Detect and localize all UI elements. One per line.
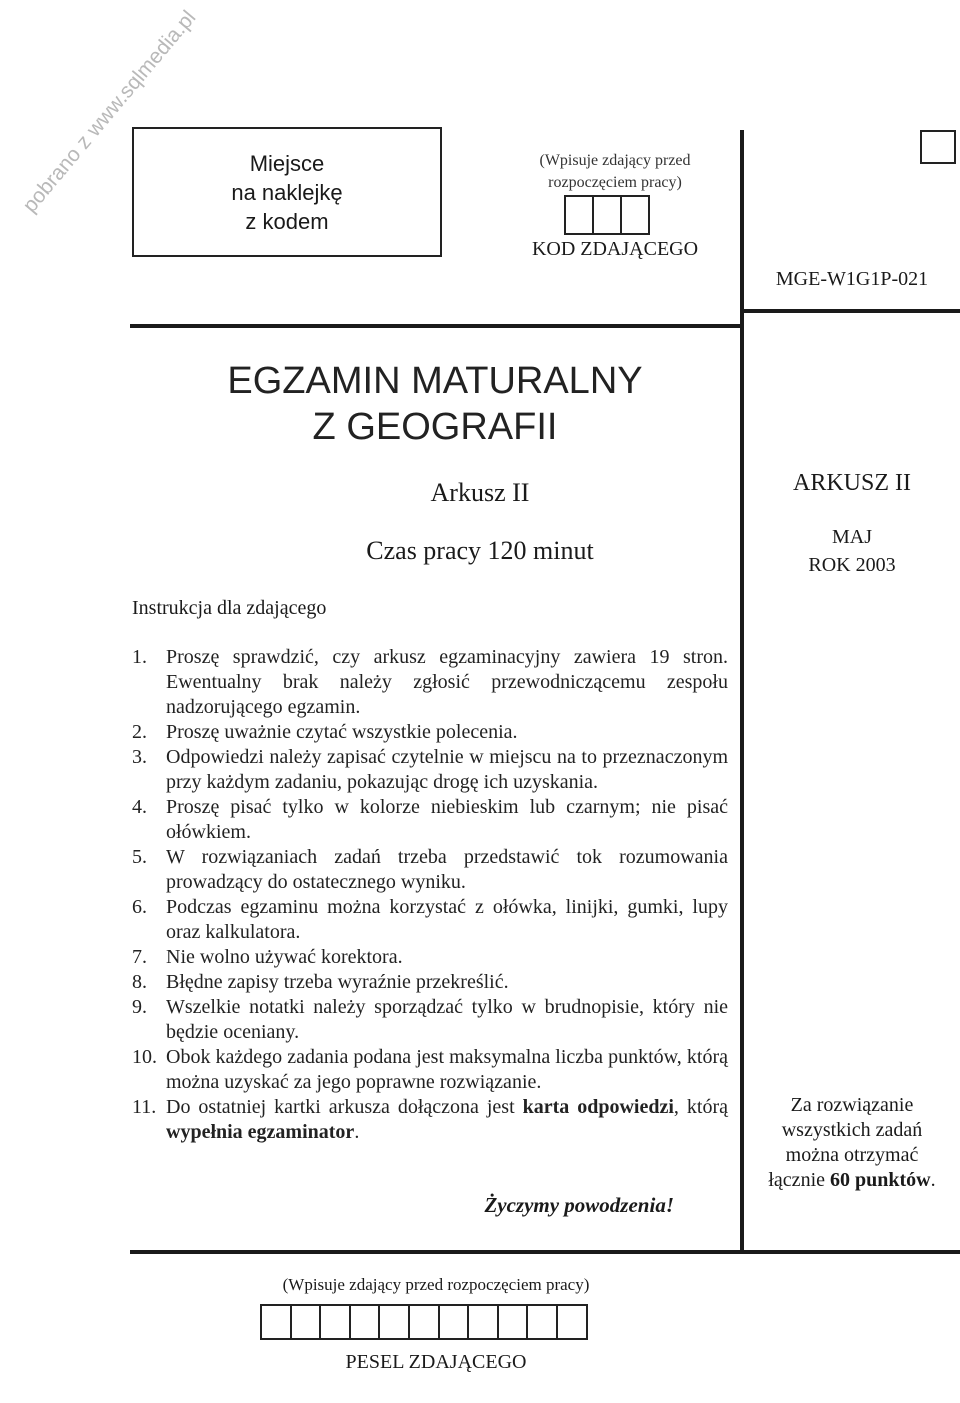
item-text: W rozwiązaniach zadań trzeba przedstawić tok rozumowania prowadzący do ostatecznego wyniku. — [166, 846, 728, 893]
exam-title-line1: EGZAMIN MATURALNY — [227, 360, 643, 402]
sticker-line: z kodem — [245, 208, 329, 234]
instructions-heading: Instrukcja dla zdającego — [132, 597, 327, 619]
item-text: Proszę sprawdzić, czy arkusz egzaminacyjny zawiera 19 stron. Ewentualny brak należy zgłosić przewodniczącemu zespołu nadzorującego egzamin. — [166, 646, 728, 718]
item-text: Do ostatniej kartki arkusza dołączona jest — [166, 1096, 523, 1118]
pesel-box[interactable] — [260, 1304, 292, 1340]
list-item — [132, 720, 728, 745]
pesel-box[interactable] — [526, 1304, 558, 1340]
pesel-box[interactable] — [438, 1304, 470, 1340]
kod-box[interactable] — [564, 195, 594, 235]
points-line: . — [930, 1169, 936, 1191]
list-item — [132, 995, 728, 1045]
item-number: 10. — [132, 1046, 157, 1068]
pesel-box[interactable] — [467, 1304, 499, 1340]
points-line: łącznie — [768, 1169, 830, 1191]
watermark: pobrano z www.sqlmedia.pl — [18, 6, 201, 217]
item-text: Odpowiedzi należy zapisać czytelnie w miejscu na to przeznaczonym przy każdym zadaniu, pokazując drogę ich uzyskania. — [166, 746, 728, 793]
item-text: Wszelkie notatki należy sporządzać tylko w brudnopisie, który nie będzie oceniany. — [166, 996, 728, 1043]
good-luck-text: Życzymy powodzenia! — [484, 1193, 674, 1217]
points-info — [744, 1093, 960, 1193]
item-number: 5. — [132, 846, 147, 868]
item-number: 1. — [132, 646, 147, 668]
item-number: 4. — [132, 796, 147, 818]
item-text-bold: wypełnia egzaminator — [166, 1121, 355, 1143]
side-year: ROK 2003 — [808, 554, 896, 576]
corner-checkbox[interactable] — [920, 130, 956, 164]
pesel-box[interactable] — [408, 1304, 440, 1340]
time-label: Czas pracy 120 minut — [366, 536, 594, 565]
sticker-area — [132, 127, 442, 257]
pesel-box[interactable] — [497, 1304, 529, 1340]
item-number: 11. — [132, 1096, 157, 1118]
item-text: . — [354, 1121, 360, 1143]
list-item — [132, 895, 728, 945]
list-item — [132, 945, 728, 970]
list-item — [132, 745, 728, 795]
item-text: , którą — [673, 1096, 728, 1118]
sticker-line: na naklejkę — [231, 179, 343, 205]
list-item — [132, 645, 728, 720]
instructions-list — [132, 645, 728, 1145]
list-item — [132, 970, 728, 995]
kod-label: KOD ZDAJĄCEGO — [531, 238, 699, 260]
exam-code: MGE-W1G1P-021 — [775, 268, 929, 290]
list-item — [132, 1095, 728, 1145]
item-text: Podczas egzaminu można korzystać z ołówka, linijki, gumki, lupy oraz kalkulatora. — [166, 896, 728, 943]
pesel-box[interactable] — [378, 1304, 410, 1340]
pesel-boxes — [262, 1304, 588, 1340]
code-underline — [744, 309, 960, 313]
sticker-line: Miejsce — [249, 150, 325, 176]
item-number: 8. — [132, 971, 147, 993]
kod-box[interactable] — [592, 195, 622, 235]
side-month: MAJ — [831, 526, 872, 548]
item-text: Proszę pisać tylko w kolorze niebieskim lub czarnym; nie pisać ołówkiem. — [166, 796, 728, 843]
item-text: Błędne zapisy trzeba wyraźnie przekreślić. — [166, 971, 509, 993]
list-item — [132, 845, 728, 895]
pesel-box[interactable] — [349, 1304, 381, 1340]
list-item — [132, 1045, 728, 1095]
list-item — [132, 795, 728, 845]
side-arkusz: ARKUSZ II — [793, 470, 911, 496]
kod-note-line: rozpoczęciem pracy) — [548, 174, 682, 191]
kod-box[interactable] — [620, 195, 650, 235]
item-number: 3. — [132, 746, 147, 768]
footer-divider — [130, 1250, 960, 1254]
item-number: 7. — [132, 946, 147, 968]
kod-note-line: (Wpisuje zdający przed — [539, 152, 691, 169]
exam-title-line2: Z GEOGRAFII — [312, 406, 558, 448]
header-divider — [130, 324, 744, 328]
item-text: Nie wolno używać korektora. — [166, 946, 403, 968]
item-number: 2. — [132, 721, 147, 743]
item-text-bold: karta odpowiedzi — [522, 1096, 674, 1118]
arkusz-label: Arkusz II — [430, 478, 530, 507]
kod-note — [470, 150, 760, 194]
vertical-divider — [740, 130, 744, 1254]
pesel-box[interactable] — [319, 1304, 351, 1340]
pesel-note: (Wpisuje zdający przed rozpoczęciem pracy) — [282, 1275, 590, 1294]
points-line: można otrzymać — [785, 1144, 919, 1166]
side-date — [744, 523, 960, 579]
points-total: 60 punktów — [830, 1169, 931, 1191]
item-number: 6. — [132, 896, 147, 918]
points-line: wszystkich zadań — [781, 1119, 923, 1141]
item-number: 9. — [132, 996, 147, 1018]
item-text: Proszę uważnie czytać wszystkie polecenia. — [166, 721, 518, 743]
kod-boxes — [566, 195, 650, 235]
pesel-label: PESEL ZDAJĄCEGO — [345, 1351, 527, 1373]
points-line: Za rozwiązanie — [790, 1094, 914, 1116]
item-text: Obok każdego zadania podana jest maksymalna liczba punktów, którą można uzyskać za jego poprawne rozwiązanie. — [166, 1046, 728, 1093]
pesel-box[interactable] — [290, 1304, 322, 1340]
pesel-box[interactable] — [556, 1304, 588, 1340]
